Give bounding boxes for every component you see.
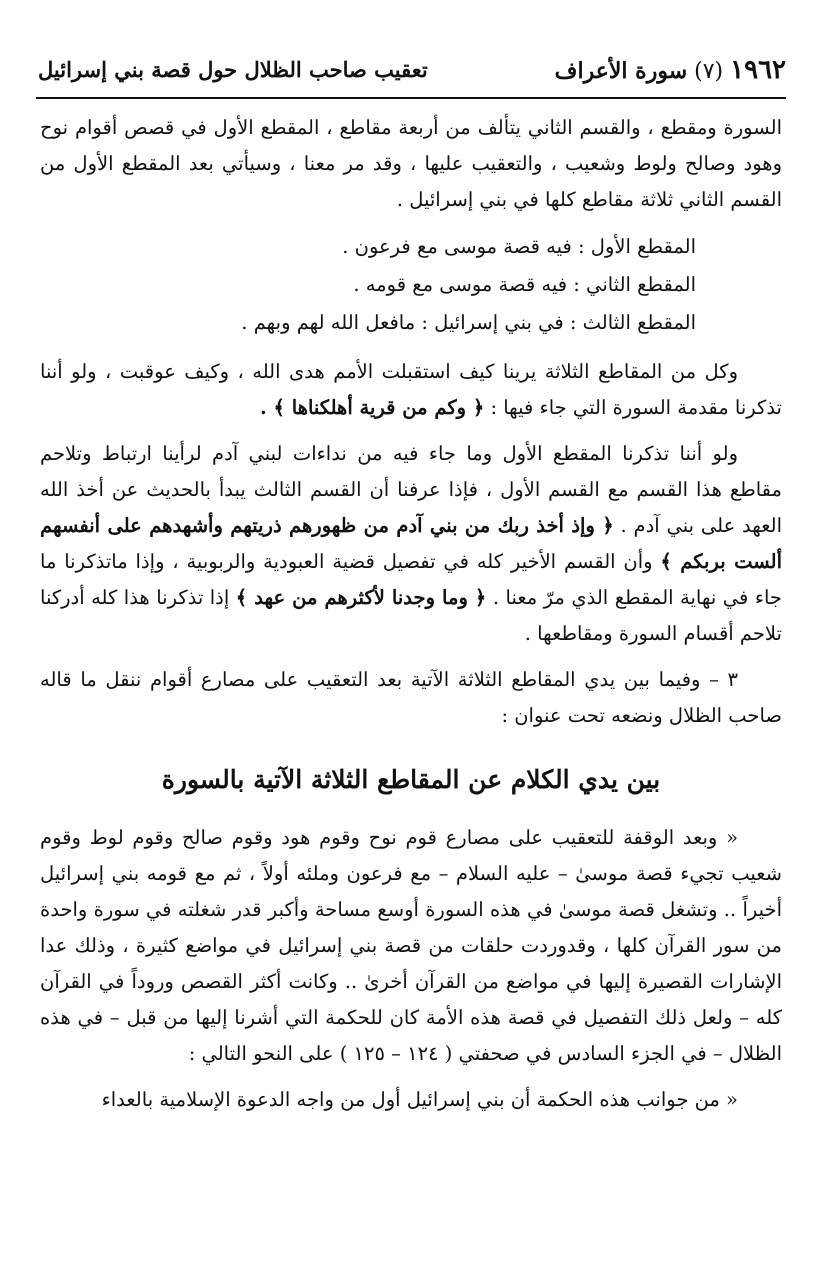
running-title: تعقيب صاحب الظلال حول قصة بني إسرائيل <box>38 57 428 82</box>
section-list-item: المقطع الثاني : فيه قصة موسى مع قومه . <box>353 273 696 296</box>
page-number: ١٩٦٢ <box>730 55 786 85</box>
section-list-item: المقطع الثالث : في بني إسرائيل : مافعل الله لهم وبهم . <box>241 311 696 334</box>
quran-verse: ﴿ وكم من قرية أهلكناها ﴾ . <box>259 396 485 419</box>
paragraph-3-text: ولو أننا تذكرنا المقطع الأول وما جاء فيه من نداءات لبني آدم لرأينا ارتباط وتلاحم مقاطع هذا القسم مع القسم الأول ، فإذا عرفنا أن القسم الثالث يبدأ بالحديث عن أخذ الله العهد على بني آدم . <box>40 442 782 537</box>
page-header <box>38 55 786 93</box>
last-paragraph: « من جوانب هذه الحكمة أن بني إسرائيل أول من واجه الدعوة الإسلامية بالعداء <box>101 1088 738 1111</box>
main-text <box>40 110 782 1118</box>
intro-paragraph: السورة ومقطع ، والقسم الثاني يتألف من أربعة مقاطع ، المقطع الأول في قصص أقوام نوح وهود وصالح ولوط وشعيب ، والتعقيب عليها ، وقد مر معنا ، وسيأتي بعد المقطع الأول من القسم الثاني ثلاثة مقاطع كلها في بني إسرائيل . <box>40 116 782 211</box>
surah-name: سورة الأعراف <box>554 58 688 84</box>
header-page-info <box>555 55 786 85</box>
paragraph-4: ٣ – وفيما بين يدي المقاطع الثلاثة الآتية بعد التعقيب على مصارع أقوام ننقل ما قاله صاحب الظلال ونضعه تحت عنوان : <box>40 668 782 727</box>
section-heading: بين يدي الكلام عن المقاطع الثلاثة الآتية بالسورة <box>161 765 661 794</box>
quote-paragraph: « وبعد الوقفة للتعقيب على مصارع قوم نوح وقوم هود وقوم صالح وقوم لوط وقوم شعيب تجيء قصة موسىٰ – عليه السلام – مع فرعون وملئه أولاً ، ثم مع قومه بني إسرائيل أخيراً .. وتشغل قصة موسىٰ في هذه السورة أوسع مساحة وأكبر قدر شغلته في سورة واحدة من سور القرآن كلها ، وقدوردت حلقات من قصة بني إسرائيل في مواضع كثيرة ، وذلك عدا الإشارات القصيرة إليها في مواضع من القرآن أخرىٰ .. وكانت أكثر القصص وروداً في القرآن كله – ولعل ذلك التفصيل في قصة هذه الأمة كان للحكمة التي أشرنا إليها من قبل – في هذه الظلال – في الجزء السادس في صحفتي ( ١٢٤ – ١٢٥ ) على النحو التالي : <box>40 826 782 1065</box>
quran-verse: ﴿ وما وجدنا لأكثرهم من عهد ﴾ <box>235 586 487 609</box>
section-list-item: المقطع الأول : فيه قصة موسى مع فرعون . <box>342 235 696 258</box>
paragraph-3-text: وأن القسم الأخير كله في تفصيل قضية العبودية والربوبية ، وإذا ماتذكرنا ما جاء في نهاية المقطع الذي مرّ معنا . <box>40 550 782 609</box>
quran-verse: ﴿ وإذ أخذ ربك من بني آدم من ظهورهم ذريتهم وأشهدهم على أنفسهم ألست بربكم ﴾ <box>40 514 782 573</box>
juz-number: (٧) <box>694 59 724 84</box>
paragraph-3-text: إذا تذكرنا هذا كله أدركنا تلاحم أقسام السورة ومقاطعها . <box>40 586 782 645</box>
header-divider <box>36 97 786 99</box>
paragraph-2-text: وكل من المقاطع الثلاثة يرينا كيف استقبلت الأمم هدى الله ، وكيف عوقبت ، ولو أننا تذكرنا مقدمة السورة التي جاء فيها : <box>40 360 782 419</box>
paragraph-3 <box>40 436 782 652</box>
paragraph-2 <box>40 354 782 426</box>
